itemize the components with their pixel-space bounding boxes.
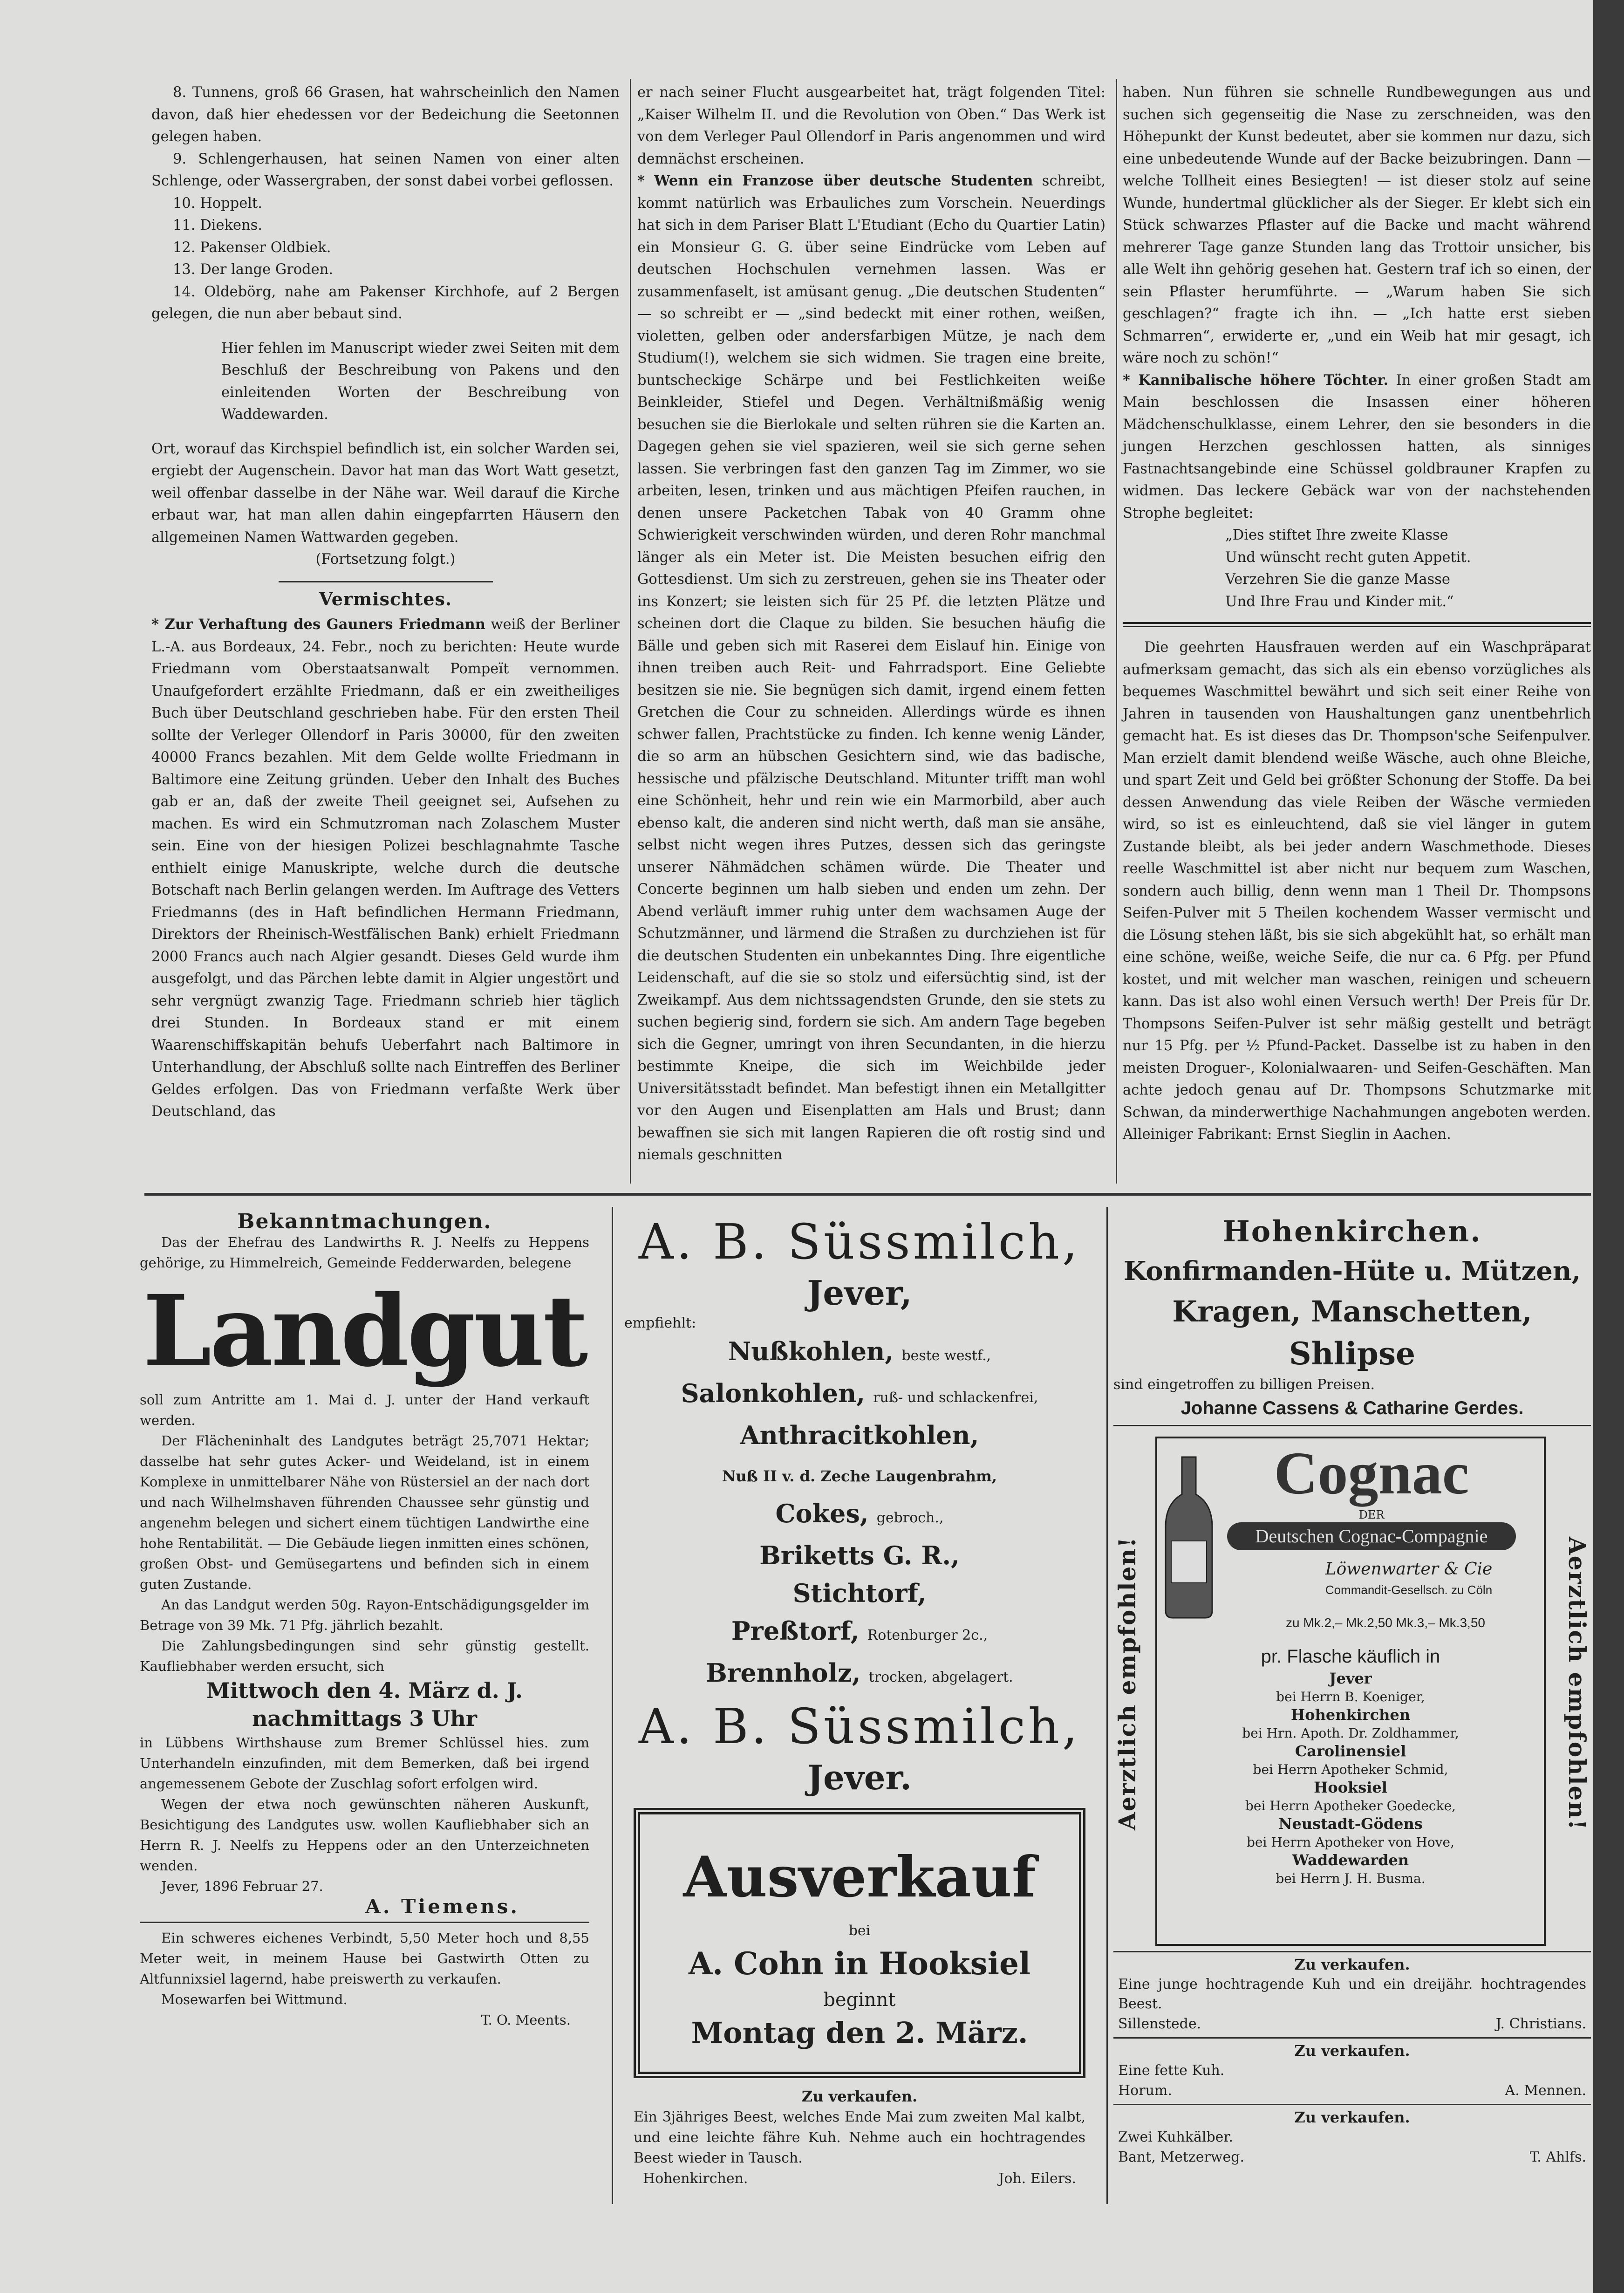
firm-name: A. B. Süssmilch, — [638, 1213, 1081, 1270]
article-heading: * Kannibalische höhere Töchter. — [1123, 371, 1389, 389]
ad-hohenkirchen — [1113, 1212, 1591, 2168]
column-2 — [637, 82, 1105, 1166]
sale-begins: beginnt — [823, 1989, 896, 2011]
verse-line: „Dies stiftet Ihre zweite Klasse — [1225, 527, 1448, 543]
column-1 — [151, 82, 620, 1123]
stockist-town: Carolinensiel — [1295, 1742, 1406, 1760]
ad-text: in Lübbens Wirthshause zum Bremer Schlüssel hies. zum Unterhandeln einzufinden, mit dem Bemerken, daß bei irgend angemessenem Gebote der Zuschlag sofort erfolgen wird. — [140, 1735, 589, 1792]
ad-divider — [1113, 1951, 1591, 1952]
product-name: Briketts G. R., — [759, 1540, 960, 1570]
stockist-who: bei Herrn Apotheker von Hove, — [1247, 1834, 1454, 1850]
ad-place-date: Jever, 1896 Februar 27. — [161, 1878, 323, 1894]
article-text: haben. Nun führen sie schnelle Rundbewegungen aus und suchen sich gegenseitig die Nase zu zerschneiden, was den Höhepunkt der Kunst bedeutet, aber sie kommen nur dazu, sich eine unbedeutende Wunde auf der Backe beizubringen. Dann — welche Tollheit eines Besiegten! — ist dieser stolz auf seine Wunde, hundertmal glücklicher als der Sieger. Er klebt sich ein Stück schwarzes Pflaster auf die Backe und macht während mehrerer Tage ganze Stunden lang das Trottoir unsicher, bis alle Welt ihn gehörig gesehen hat. Gestern traf ich so einen, der sein Pflaster herumführte. — „Warum haben Sie sich geschlagen?“ fragte ich ihn. — „Ich hatte erst sieben Schmarren“, erwiderte er, „und ein Weib hat mir gesagt, ich wäre noch zu schön!“ — [1123, 84, 1591, 366]
stockist-town: Hooksiel — [1314, 1779, 1387, 1796]
ad-signature: T. O. Meents. — [481, 2012, 571, 2028]
article-text: In einer großen Stadt am Main beschlossen die Insassen einer höheren Mädchenschulklasse, einem Lehrer, den sie besonders in die jungen Herzchen geschlossen hatten, als sinniges Fastnachtsangebinde eine Schüssel goldbrauner Krapfen zu widmen. Das leckere Gebäck war von der nachstehenden Strophe begleitet: — [1123, 372, 1591, 521]
ad-divider — [1113, 2037, 1591, 2039]
product-name: Preßtorf, — [731, 1616, 860, 1646]
product-item — [624, 1612, 1095, 1654]
product-item — [624, 1654, 1095, 1696]
ad-text: soll zum Antritte am 1. Mai d. J. unter der Hand verkauft werden. — [140, 1392, 589, 1428]
article-body — [637, 170, 1105, 1166]
product-desc: Rotenburger 2c., — [867, 1627, 988, 1643]
ad-line: Kragen, Manschetten, — [1172, 1294, 1532, 1328]
product-item — [624, 1375, 1095, 1417]
ad-intro: Das der Ehefrau des Landwirths R. J. Neelfs zu Heppens gehörige, zu Himmelreich, Gemeinde Fedderwarden, belegene — [140, 1234, 589, 1271]
product-name: Nuß II v. d. Zeche Laugenbrahm, — [722, 1467, 997, 1485]
cognac-per-bottle: pr. Flasche käuflich in — [1261, 1646, 1440, 1667]
product-name: Salonkohlen, — [681, 1378, 866, 1408]
product-desc: gebroch., — [876, 1510, 944, 1526]
stockist-list — [1157, 1670, 1544, 1888]
column-3 — [1123, 82, 1591, 1146]
product-item — [624, 1454, 1095, 1495]
article-text: er nach seiner Flucht ausgearbeitet hat, trägt folgenden Titel: „Kaiser Wilhelm II. und die Revolution von Oben.“ Das Werk ist von dem Verleger Paul Ollendorf in Paris angenommen und wird demnächst erscheinen. — [637, 84, 1105, 167]
sale-frame — [634, 1808, 1085, 2078]
sell-body: Eine fette Kuh. — [1118, 2062, 1225, 2079]
cognac-firm2: Commandit-Gesellsch. zu Cöln — [1325, 1583, 1493, 1597]
ad-landgut — [140, 1212, 589, 2030]
cognac-ad — [1113, 1437, 1591, 1944]
product-item — [624, 1537, 1095, 1574]
cognac-title: Cognac — [1274, 1440, 1469, 1507]
product-desc: trocken, abgelagert. — [868, 1669, 1013, 1685]
sell-title: Zu verkaufen. — [1294, 1956, 1410, 1973]
ad-signature: A. Tiemens. — [365, 1895, 519, 1918]
sell-place: Horum. — [1118, 2082, 1172, 2099]
column-divider — [1116, 79, 1117, 1184]
product-name: Nußkohlen, — [728, 1336, 894, 1366]
section-divider — [279, 581, 493, 582]
product-item — [624, 1333, 1095, 1375]
sell-footer — [1113, 2081, 1591, 2101]
ad-town: Hohenkirchen. — [1222, 1214, 1482, 1248]
sale-bei: bei — [848, 1923, 871, 1939]
manuscript-note: Hier fehlen im Manuscript wieder zwei Seiten mit dem Beschluß der Beschreibung von Pakens und den einleitenden Worten der Beschreibung von Waddewarden. — [221, 340, 620, 423]
sell-footer — [624, 2169, 1095, 2189]
sell-footer — [1113, 2147, 1591, 2168]
ad-column-divider — [612, 1207, 613, 2204]
list-item: 14. Oldebörg, nahe am Pakenser Kirchhofe, auf 2 Bergen gelegen, die nun aber bebaut sind. — [151, 283, 620, 322]
article-text: weiß der Berliner L.-A. aus Bordeaux, 24. Febr., noch zu berichten: Heute wurde Friedmann vom Oberstaatsanwalt Pompeït vernommen. Unaufgefordert erzählte Friedmann, daß er ein zweitheiliges Buch über Deutschland geschrieben habe. Für den ersten Theil sollte der Verleger Ollendorf in Paris 30000, für den zweiten 40000 Francs bezahlen. Mit dem Gelde wollte Friedmann in Baltimore eine Zeitung gründen. Ueber den Inhalt des Buches gab er an, daß der zweite Theil geeignet sei, Aufsehen zu machen. Es wird ein Schmutzroman nach Zolaschem Muster sein. Eine von der hiesigen Polizei beschlagnahmte Tasche enthielt einige Manuskripte, welche durch die deutsche Botschaft nach Berlin gelangen werden. Im Auftrage des Vetters Friedmanns (des in Haft befindlichen Hermann Friedmann, Direktors der Rheinisch-Westfälischen Bank) erhielt Friedmann 2000 Francs auch nach Algier gesandt. Dieses Geld wurde ihm ausgefolgt, und das Pärchen lebte damit in Algier ungestört und sehr vergnügt zwanzig Tage. Friedmann schrieb hier täglich drei Stunden. In Bordeaux stand er mit einem Waarenschiffskapitän behufs Ueberfahrt nach Baltimore in Unterhandlung, der Abschluß sollte nach Eintreffen des Berliner Geldes erfolgen. Das von Friedmann verfaßte Werk über Deutschland, das — [151, 616, 620, 1120]
vertical-text-right: Aerztlich empfohlen! — [1563, 1536, 1591, 1831]
sell-title: Zu verkaufen. — [1294, 2108, 1410, 2126]
divider-double — [1123, 622, 1591, 627]
ad-date: Mittwoch den 4. März d. J. — [206, 1678, 523, 1703]
firm-name: A. B. Süssmilch, — [638, 1698, 1081, 1755]
stockist-town: Neustadt-Gödens — [1278, 1815, 1423, 1833]
ad-text: Ein schweres eichenes Verbindt, 5,50 Meter hoch und 8,55 Meter weit, in meinem Hause bei Gastwirth Otten zu Altfunnixsiel lagernd, habe preiswerth zu verkaufen. — [140, 1930, 589, 1987]
stockist-who: bei Herrn B. Koeniger, — [1276, 1689, 1425, 1704]
sell-body: Eine junge hochtragende Kuh und ein dreijähr. hochtragendes Beest. — [1118, 1976, 1586, 2012]
advert-divider — [144, 1193, 1591, 1196]
verse-line: Und wünscht recht guten Appetit. — [1225, 549, 1471, 566]
ad-title: Bekanntmachungen. — [237, 1210, 492, 1233]
paragraph: Ort, worauf das Kirchspiel befindlich ist, ein solcher Warden sei, ergiebt der Augenschein. Davor hat man das Wort Watt gesetzt, weil offenbar dasselbe in der Nähe war. Weil darauf die Kirche erbaut war, hat man allen dahin eingepfarrten Häusern den allgemeinen Namen Wattwarden gegeben. — [151, 440, 620, 546]
list-item: 12. Pakenser Oldbiek. — [173, 239, 331, 256]
verse-line: Und Ihre Frau und Kinder mit.“ — [1225, 593, 1454, 610]
ad-text: Wegen der etwa noch gewünschten näheren Auskunft, Besichtigung des Landgutes usw. wollen Kaufliebhaber sich an Herrn R. J. Neelfs zu Heppens oder an den Unterzeichneten wenden. — [140, 1796, 589, 1874]
list-item: 10. Hoppelt. — [173, 195, 262, 212]
sale-title: Ausverkauf — [683, 1844, 1036, 1910]
sale-firm: A. Cohn in Hooksiel — [688, 1945, 1031, 1982]
ad-suessmilch — [624, 1212, 1095, 2189]
cognac-company: Deutschen Cognac-Compagnie — [1227, 1522, 1516, 1550]
sell-sign: Joh. Eilers. — [998, 2170, 1076, 2187]
stockist-town: Hohenkirchen — [1290, 1706, 1411, 1724]
sell-body: Zwei Kuhkälber. — [1118, 2129, 1234, 2145]
product-name: Cokes, — [775, 1499, 869, 1528]
ad-time: nachmittags 3 Uhr — [252, 1706, 478, 1731]
product-desc: beste westf., — [901, 1348, 991, 1364]
article-heading: * Zur Verhaftung des Gauners Friedmann — [151, 616, 485, 633]
sell-sign: T. Ahlfs. — [1529, 2149, 1586, 2165]
stockist-who: bei Herrn J. H. Busma. — [1276, 1871, 1426, 1886]
advert-text: Die geehrten Hausfrauen werden auf ein Waschpräparat aufmerksam gemacht, das sich als ein ebenso vorzügliches als bequemes Waschmittel bewährt und sich seit einer Reihe von Jahren in tausenden von Haushaltungen ganz unentbehrlich gemacht hat. Es ist dieses das Dr. Thompson'sche Seifenpulver. Man erzielt damit blendend weiße Wäsche, auch ohne Bleiche, und spart Zeit und Geld bei größter Schonung der Stoffe. Da bei dessen Anwendung das viele Reiben der Wäsche vermieden wird, so ist es einleuchtend, daß sie viel länger in gutem Zustande bleibt, als bei jeder andern Waschmethode. Dieses reelle Waschmittel ist aber nicht nur bequem zum Waschen, sondern auch billig, denn wenn man 1 Theil Dr. Thompsons Seifen-Pulver mit 5 Theilen kochendem Wasser vermischt und die Lösung stehen läßt, bis sie sich abgekühlt hat, so erhält man eine schöne, weiße, weiche Seife, die nur ca. 6 Pfg. per Pfund kostet, und mit welcher man waschen, reinigen und scheuern kann. Das ist also wohl einen Versuch werth! Der Preis für Dr. Thompsons Seifen-Pulver ist sehr mäßig gestellt und beträgt nur 15 Pfg. per ½ Pfund-Packet. Dasselbe ist zu haben in den meisten Droguer-, Kolonialwaaren- und Seifen-Geschäften. Man achte jedoch genau auf Dr. Thompsons Schutzmarke mit Schwan, da minderwerthige Nachahmungen angeboten werden. Alleiniger Fabrikant: Ernst Sieglin in Aachen. — [1123, 639, 1591, 1143]
recommends: empfiehlt: — [624, 1315, 696, 1331]
continued-note: (Fortsetzung folgt.) — [315, 551, 456, 568]
product-name: Brennholz, — [706, 1658, 861, 1688]
stockist-town: Waddewarden — [1292, 1851, 1409, 1869]
list-item: 13. Der lange Groden. — [173, 261, 334, 278]
product-name: Anthracitkohlen, — [740, 1420, 979, 1450]
stockist-who: bei Hrn. Apoth. Dr. Zoldhammer, — [1242, 1725, 1459, 1741]
scan-edge — [1593, 0, 1624, 2293]
article-body — [151, 614, 620, 1123]
stockist-who: bei Herrn Apotheker Goedecke, — [1245, 1798, 1456, 1814]
ad-divider — [1113, 2104, 1591, 2105]
sell-body: Ein 3jähriges Beest, welches Ende Mai zum zweiten Mal kalbt, und eine leichte fähre Kuh. Nehme auch ein hochtragendes Beest wieder in Tausch. — [634, 2109, 1085, 2166]
product-item — [624, 1495, 1095, 1537]
ad-text: An das Landgut werden 50g. Rayon-Entschädigungsgelder im Betrage von 39 Mk. 71 Pfg. jährlich bezahlt. — [140, 1597, 589, 1633]
verse-line: Verzehren Sie die ganze Masse — [1225, 571, 1450, 588]
product-desc: ruß- und schlackenfrei, — [873, 1389, 1038, 1406]
cognac-der: DER — [1358, 1508, 1385, 1521]
sell-place: Hohenkirchen. — [643, 2170, 748, 2187]
sell-footer — [1113, 2014, 1591, 2034]
list-item: 11. Diekens. — [173, 217, 262, 233]
ad-text: Der Flächeninhalt des Landgutes beträgt 25,7071 Hektar; dasselbe hat sehr gutes Acker- und Weideland, ist in einem Komplexe in unmittelbarer Nähe von Rüstersiel an der nach dort und nach Wilhelmshaven führenden Chaussee sehr günstig und angenehm belegen und sichert einem tüchtigen Landwirthe eine hohe Rentabilität. — Die Gebäude liegen inmitten eines schönen, großen Obst- und Gemüsegartens und befinden sich in einem guten Zustande. — [140, 1433, 589, 1592]
firm-town: Jever, — [807, 1273, 912, 1313]
product-name: Stichtorf, — [792, 1578, 927, 1608]
cognac-firm: Löwenwarter & Cie — [1325, 1560, 1493, 1579]
ad-text: Die Zahlungsbedingungen sind sehr günstig gestellt. Kaufliebhaber werden ersucht, sich — [140, 1638, 589, 1674]
product-item — [624, 1574, 1095, 1612]
column-divider — [630, 79, 631, 1184]
ad-line: Shlipse — [1289, 1335, 1416, 1372]
cognac-box — [1155, 1437, 1546, 1946]
article-text: schreibt, kommt natürlich was Erbauliches zum Vorschein. Neuerdings hat sich in dem Pariser Blatt L'Etudiant (Echo du Quartier Latin) ein Monsieur G. G. über seine Eindrücke vom Leben auf deutschen Hochschulen vernehmen lassen. Was er zusammenfaselt, ist amüsant genug. „Die deutschen Studenten“ — so schreibt er — „sind bedeckt mit einer rothen, weißen, violetten, gelben oder andersfarbigen Mütze, je nach dem Studium(!), welchem sie sich widmen. Sie tragen eine breite, buntscheckige Schärpe und bei Festlichkeiten weiße Beinkleider, Stiefel und Degen. Verhältnißmäßig wenig besuchen sie die Bierlokale und selten rühren sie die Karten an. Dagegen gehen sie viel spazieren, weil sie sich gerne sehen lassen. Sie verbringen fast den ganzen Tag im Zimmer, wo sie arbeiten, lesen, trinken und aus mächtigen Pfeifen rauchen, in denen unsere Packetchen Tabak von 40 Gramm ohne Schwierigkeit verschwinden würden, und deren Rohr manchmal länger als ein Meter ist. Die Meisten besuchen eifrig den Gottesdienst. Um sich zu zerstreuen, gehen sie ins Theater oder ins Konzert; sie leisten sich für 25 Pf. die letzten Plätze und scheinen dort die Claque zu bilden. Sie besuchen häufig die Bälle und geben sich mit Raserei dem Eislauf hin. Einige von ihnen treiben auch Reit- und Fahrradsport. Eine Geliebte besitzen sie nie. Sie begnügen sich damit, irgend einem fetten Gretchen die Cour zu schneiden. Allerdings würde es ihnen schwer fallen, Prachtstücke zu finden. Ich kenne wenig Länder, die so arm an hübschen Gesichtern sind, wie das badische, hessische und pfälzische Deutschland. Mitunter trifft man wohl eine Schönheit, hehr und rein wie ein Marmorbild, aber auch ebenso kalt, die anderen sind nicht werth, daß man sie ansähe, selbst nicht wegen ihres Putzes, dessen sich das geringste unserer Nähmädchen schämen würde. Die Theater und Concerte beginnen um halb sieben und enden um zehn. Der Abend verläuft immer ruhig unter dem wachsamen Auge der Schutzmänner, und lärmend die Straßen zu durchziehen ist für die deutschen Studenten ein unbekanntes Ding. Ihre eigentliche Leidenschaft, auf die sie so stolz und eifersüchtig sind, ist der Zweikampf. Aus dem nichtssagendsten Grunde, den sie stets zu suchen begierig sind, fordern sie sich. Am andern Tage begeben sich die Gegner, umringt von ihren Secundanten, in die hierzu bestimmte Kneipe, die sich im Weichbilde jeder Universitätsstadt befindet. Man befestigt ihnen ein Metallgitter vor den Augen und Eisenplatten am Hals und Brust; dann bewaffnen sie sich mit langen Rapieren die oft rostig sind und niemals geschnitten — [637, 173, 1105, 1163]
section-title: Vermischtes. — [319, 588, 452, 609]
sell-title: Zu verkaufen. — [1294, 2042, 1410, 2060]
sell-sign: A. Mennen. — [1505, 2082, 1586, 2099]
product-list — [624, 1333, 1095, 1696]
stockist-who: bei Herrn Apotheker Schmid, — [1253, 1762, 1448, 1777]
ad-place: Mosewarfen bei Wittmund. — [161, 1992, 348, 2007]
ad-line: Konfirmanden-Hüte u. Mützen, — [1123, 1256, 1581, 1287]
ad-headline: Landgut — [143, 1273, 587, 1389]
sale-date: Montag den 2. März. — [691, 2016, 1028, 2050]
article-body — [1123, 370, 1591, 525]
list-item: 9. Schlengerhausen, hat seinen Namen von einer alten Schlenge, oder Wassergraben, der sonst dabei vorbei geflossen. — [151, 151, 620, 189]
ad-divider — [140, 1922, 589, 1923]
article-heading: * Wenn ein Franzose über deutsche Studenten — [637, 172, 1033, 189]
product-item — [624, 1417, 1095, 1454]
sell-sign: J. Christians. — [1495, 2016, 1586, 2032]
vertical-text-left: Aerztlich empfohlen! — [1113, 1536, 1141, 1831]
sell-title: Zu verkaufen. — [801, 2088, 918, 2105]
list-item: 8. Tunnens, groß 66 Grasen, hat wahrscheinlich den Namen davon, daß hier ehedessen vor der Bedeichung die Seetonnen gelegen haben. — [151, 84, 620, 145]
stockist-town: Jever — [1329, 1670, 1372, 1687]
ad-sellers: Johanne Cassens & Catharine Gerdes. — [1113, 1395, 1591, 1426]
ad-column-divider — [1106, 1207, 1108, 2204]
firm-town: Jever. — [807, 1758, 912, 1797]
cognac-prices: zu Mk.2,– Mk.2,50 Mk.3,– Mk.3,50 — [1286, 1615, 1485, 1630]
sell-place: Sillenstede. — [1118, 2016, 1201, 2032]
sell-place: Bant, Metzerweg. — [1118, 2149, 1244, 2165]
cognac-header — [1157, 1438, 1544, 1643]
ad-arrived: sind eingetroffen zu billigen Preisen. — [1113, 1376, 1375, 1393]
